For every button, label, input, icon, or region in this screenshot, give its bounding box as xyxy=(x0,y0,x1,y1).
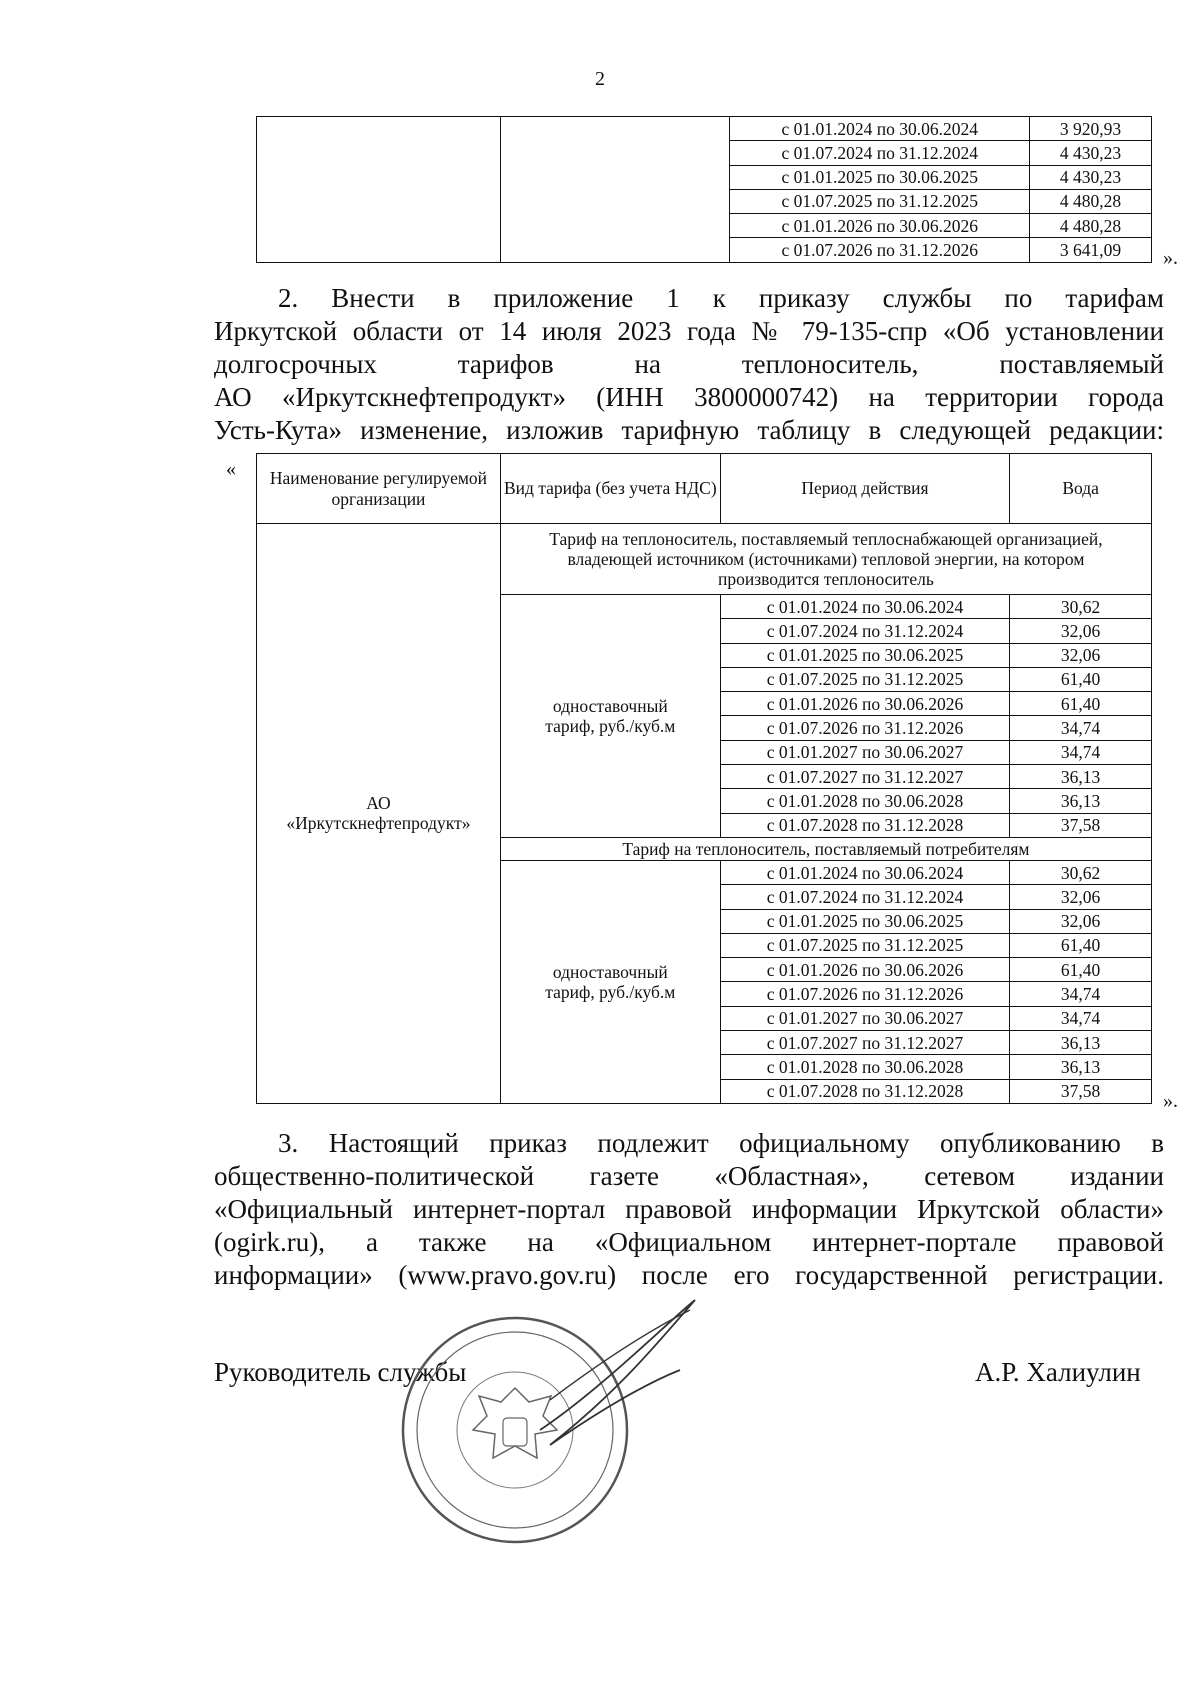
paragraph-2-line: долгосрочных тарифов на теплоноситель, поставляемый xyxy=(214,349,1164,379)
value-cell: 4 430,23 xyxy=(1030,165,1152,189)
paragraph-2 xyxy=(214,282,1164,447)
value-cell: 36,13 xyxy=(1010,789,1152,813)
paragraph-3-line: общественно-политической газете «Областная», сетевом издании xyxy=(214,1161,1164,1191)
period-cell: с 01.07.2027 по 31.12.2027 xyxy=(720,765,1009,789)
value-cell: 61,40 xyxy=(1010,667,1152,691)
period-cell: с 01.07.2026 по 31.12.2026 xyxy=(720,716,1009,740)
signatory-name: А.Р. Халиулин xyxy=(975,1357,1141,1387)
value-cell: 34,74 xyxy=(1010,982,1152,1006)
value-cell: 32,06 xyxy=(1010,909,1152,933)
period-cell: с 01.07.2024 по 31.12.2024 xyxy=(730,141,1030,165)
period-cell: с 01.01.2025 по 30.06.2025 xyxy=(720,643,1009,667)
section-2-title: Тариф на теплоноситель, поставляемый потребителям xyxy=(500,837,1151,860)
value-cell: 30,62 xyxy=(1010,595,1152,619)
period-cell: с 01.01.2024 по 30.06.2024 xyxy=(720,860,1009,884)
header-period: Период действия xyxy=(720,454,1009,524)
tariff-type: одноставочный тариф, руб./куб.м xyxy=(545,961,676,1002)
period-cell: с 01.01.2027 по 30.06.2027 xyxy=(720,740,1009,764)
period-cell: с 01.01.2026 по 30.06.2026 xyxy=(720,958,1009,982)
period-cell: с 01.07.2026 по 31.12.2026 xyxy=(720,982,1009,1006)
period-cell: с 01.01.2024 по 30.06.2024 xyxy=(730,117,1030,141)
period-cell: с 01.01.2026 по 30.06.2026 xyxy=(720,692,1009,716)
opening-quote-table2: « xyxy=(226,458,236,480)
period-cell: с 01.01.2025 по 30.06.2025 xyxy=(720,909,1009,933)
paragraph-3-line: 3. Настоящий приказ подлежит официальному опубликованию в xyxy=(278,1128,1164,1158)
section-1-title: Тариф на теплоноситель, поставляемый теплоснабжающей организацией, владеющей источником (источниками) тепловой энергии, на котором производится теплоноситель xyxy=(500,524,1151,595)
value-cell: 37,58 xyxy=(1010,813,1152,837)
value-cell: 3 641,09 xyxy=(1030,238,1152,262)
period-cell: с 01.07.2026 по 31.12.2026 xyxy=(730,238,1030,262)
value-cell: 61,40 xyxy=(1010,933,1152,957)
tariff-type-cell xyxy=(500,860,720,1103)
signatory-position: Руководитель службы xyxy=(214,1357,467,1387)
header-org: Наименование регулируемой организации xyxy=(257,454,501,524)
value-cell: 36,13 xyxy=(1010,765,1152,789)
empty-type-cell xyxy=(500,117,730,263)
period-cell: с 01.07.2025 по 31.12.2025 xyxy=(720,933,1009,957)
value-cell: 3 920,93 xyxy=(1030,117,1152,141)
value-cell: 4 480,28 xyxy=(1030,189,1152,213)
value-cell: 4 480,28 xyxy=(1030,214,1152,238)
paragraph-2-line: 2. Внести в приложение 1 к приказу службы по тарифам xyxy=(278,283,1164,313)
value-cell: 61,40 xyxy=(1010,958,1152,982)
value-cell: 32,06 xyxy=(1010,643,1152,667)
period-cell: с 01.07.2025 по 31.12.2025 xyxy=(730,189,1030,213)
paragraph-2-line: АО «Иркутскнефтепродукт» (ИНН 3800000742) на территории города xyxy=(214,382,1164,412)
value-cell: 34,74 xyxy=(1010,740,1152,764)
value-cell: 4 430,23 xyxy=(1030,141,1152,165)
paragraph-3-line: информации» (www.pravo.gov.ru) после его государственной регистрации. xyxy=(214,1260,1164,1290)
tariff-table-continuation xyxy=(256,116,1152,263)
official-seal-icon xyxy=(400,1280,700,1580)
value-cell: 34,74 xyxy=(1010,1006,1152,1030)
paragraph-2-line: Иркутской области от 14 июля 2023 года № 79-135-спр «Об установлении xyxy=(214,316,1164,346)
period-cell: с 01.01.2027 по 30.06.2027 xyxy=(720,1006,1009,1030)
header-tariff-type: Вид тарифа (без учета НДС) xyxy=(500,454,720,524)
org-name: АО «Иркутскнефтепродукт» xyxy=(286,793,471,834)
table-row xyxy=(257,117,1152,141)
period-cell: с 01.01.2028 по 30.06.2028 xyxy=(720,789,1009,813)
value-cell: 36,13 xyxy=(1010,1031,1152,1055)
tariff-type-cell xyxy=(500,595,720,838)
org-name-cell xyxy=(257,524,501,1104)
period-cell: с 01.07.2024 по 31.12.2024 xyxy=(720,619,1009,643)
header-water: Вода xyxy=(1010,454,1152,524)
closing-quote-table1: ». xyxy=(1163,247,1178,269)
value-cell: 32,06 xyxy=(1010,619,1152,643)
tariff-type: одноставочный тариф, руб./куб.м xyxy=(545,695,676,736)
period-cell: с 01.07.2028 по 31.12.2028 xyxy=(720,1079,1009,1103)
value-cell: 32,06 xyxy=(1010,885,1152,909)
period-cell: с 01.01.2024 по 30.06.2024 xyxy=(720,595,1009,619)
period-cell: с 01.07.2025 по 31.12.2025 xyxy=(720,667,1009,691)
paragraph-3 xyxy=(214,1127,1164,1292)
tariff-table xyxy=(256,453,1152,1104)
value-cell: 61,40 xyxy=(1010,692,1152,716)
value-cell: 34,74 xyxy=(1010,716,1152,740)
period-cell: с 01.01.2028 по 30.06.2028 xyxy=(720,1055,1009,1079)
period-cell: с 01.01.2025 по 30.06.2025 xyxy=(730,165,1030,189)
period-cell: с 01.07.2027 по 31.12.2027 xyxy=(720,1031,1009,1055)
section-title-row xyxy=(257,524,1152,595)
paragraph-2-line: Усть-Кута» изменение, изложив тарифную таблицу в следующей редакции: xyxy=(214,415,1164,445)
period-cell: с 01.07.2024 по 31.12.2024 xyxy=(720,885,1009,909)
period-cell: с 01.07.2028 по 31.12.2028 xyxy=(720,813,1009,837)
page-number: 2 xyxy=(595,68,605,90)
closing-quote-table2: ». xyxy=(1163,1090,1178,1112)
paragraph-3-line: «Официальный интернет-портал правовой информации Иркутской области» xyxy=(214,1194,1164,1224)
paragraph-3-line: (ogirk.ru), а также на «Официальном интернет-портале правовой xyxy=(214,1227,1164,1257)
period-cell: с 01.01.2026 по 30.06.2026 xyxy=(730,214,1030,238)
value-cell: 30,62 xyxy=(1010,860,1152,884)
value-cell: 36,13 xyxy=(1010,1055,1152,1079)
value-cell: 37,58 xyxy=(1010,1079,1152,1103)
empty-org-cell xyxy=(257,117,501,263)
